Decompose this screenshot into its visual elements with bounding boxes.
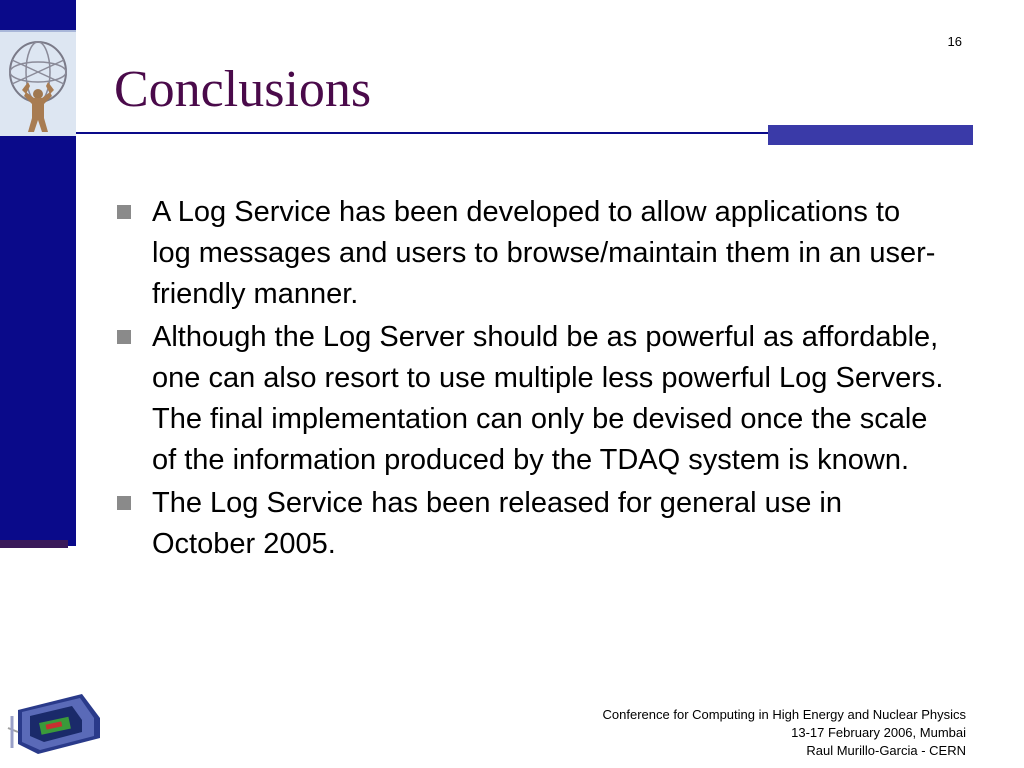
footer: [603, 706, 966, 760]
page-number: 16: [947, 34, 962, 49]
atlas-statue-logo-icon: [0, 30, 76, 136]
square-bullet-icon: [117, 496, 131, 510]
bullet-item: [114, 483, 944, 565]
bullet-item: [114, 317, 944, 481]
sidebar-shadow: [0, 540, 68, 548]
square-bullet-icon: [117, 205, 131, 219]
bullet-text: The Log Service has been released for general use in October 2005.: [152, 487, 842, 560]
slide-title: Conclusions: [114, 61, 372, 118]
bullet-list: [114, 192, 944, 567]
square-bullet-icon: [117, 330, 131, 344]
bullet-item: [114, 192, 944, 315]
footer-author: Raul Murillo-Garcia - CERN: [806, 743, 966, 758]
bullet-text: Although the Log Server should be as powerful as affordable, one can also resort to use multiple less powerful Log Servers. The final implementation can only be devised once the scale of the information produced by the TDAQ system is known.: [152, 321, 944, 476]
title-accent-bar: [768, 125, 973, 145]
bullet-text: A Log Service has been developed to allow applications to log messages and users to browse/maintain them in an user-friendly manner.: [152, 196, 936, 310]
title-divider: [76, 132, 770, 134]
atlas-detector-logo-icon: [4, 688, 104, 760]
footer-conference: Conference for Computing in High Energy and Nuclear Physics: [602, 707, 966, 722]
footer-date-location: 13-17 February 2006, Mumbai: [791, 725, 966, 740]
